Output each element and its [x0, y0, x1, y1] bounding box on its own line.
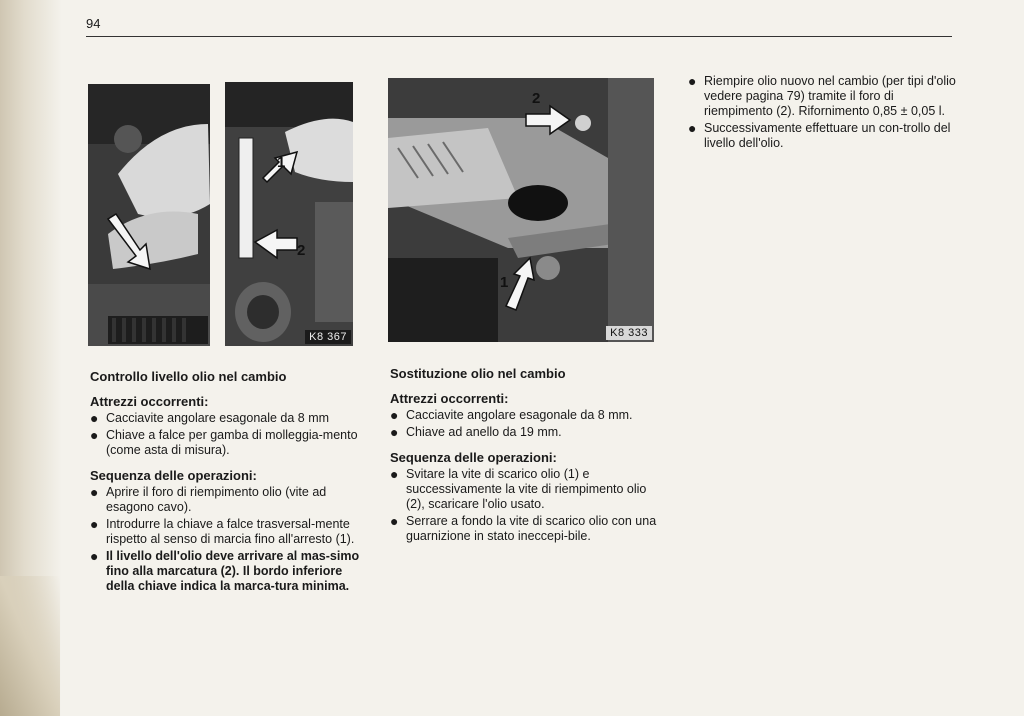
photo-callout-1: 1 — [277, 154, 286, 171]
bullet-icon: ● — [390, 466, 399, 482]
list-item — [90, 411, 360, 426]
list-item-text: Introdurre la chiave a falce trasversal-mente rispetto al senso di marcia fino all'arresto (1). — [106, 517, 355, 546]
tools-heading: Attrezzi occorrenti: — [390, 391, 509, 406]
list-item-text: Svitare la vite di scarico olio (1) e successivamente la vite di riempimento olio (2), scaricare l'olio usato. — [406, 467, 647, 511]
list-item-text: Serrare a fondo la vite di scarico olio con una guarnizione in stato ineccepi-bile. — [406, 514, 657, 543]
bullet-icon: ● — [90, 484, 99, 500]
photo-code-right: K8 333 — [606, 326, 652, 340]
photo-oil-check-left — [88, 84, 210, 346]
section-title: Sostituzione olio nel cambio — [390, 366, 566, 381]
bullet-icon: ● — [390, 407, 399, 423]
page-number: 94 — [86, 16, 101, 31]
list-item — [688, 74, 956, 119]
list-item-text: Aprire il foro di riempimento olio (vite ad esagono cavo). — [106, 485, 327, 514]
steps-list — [390, 467, 658, 544]
list-item-text: Successivamente effettuare un con-trollo del livello dell'olio. — [704, 121, 951, 150]
bullet-icon: ● — [688, 120, 697, 136]
bullet-icon: ● — [90, 548, 99, 564]
photo-oil-change — [388, 78, 654, 342]
list-item — [688, 121, 956, 151]
list-item — [390, 514, 658, 544]
column-oil-change — [390, 366, 658, 546]
column-oil-level-check — [90, 369, 360, 596]
list-item-text: Il livello dell'olio deve arrivare al mas-simo fino alla marcatura (2). Il bordo inferiore della chiave indica la marca-tura minima. — [106, 549, 360, 593]
list-item-text: Cacciavite angolare esagonale da 8 mm. — [406, 408, 633, 422]
list-item — [90, 517, 360, 547]
photo-oil-check-right — [225, 82, 353, 346]
list-item-text: Chiave ad anello da 19 mm. — [406, 425, 562, 439]
list-item — [390, 408, 658, 423]
photo-callout-1: 1 — [500, 274, 509, 291]
header-rule — [86, 36, 952, 37]
section-title: Controllo livello olio nel cambio — [90, 369, 287, 384]
steps-heading: Sequenza delle operazioni: — [390, 450, 557, 465]
list-item-text: Chiave a falce per gamba di molleggia-mento (come asta di misura). — [106, 428, 358, 457]
steps-heading: Sequenza delle operazioni: — [90, 468, 257, 483]
list-item-text: Riempire olio nuovo nel cambio (per tipi d'olio vedere pagina 79) tramite il foro di riempimento (2). Rifornimento 0,85 ± 0,05 l. — [704, 74, 956, 118]
list-item — [90, 549, 360, 594]
page-curl — [0, 576, 60, 716]
bullet-icon: ● — [390, 513, 399, 529]
refill-list — [688, 74, 956, 151]
list-item — [390, 467, 658, 512]
steps-list — [90, 485, 360, 594]
tools-heading: Attrezzi occorrenti: — [90, 394, 209, 409]
photo-code-left: K8 367 — [305, 330, 351, 344]
list-item — [390, 425, 658, 440]
tools-list — [90, 411, 360, 458]
column-refill — [688, 74, 956, 153]
bullet-icon: ● — [90, 410, 99, 426]
list-item — [90, 485, 360, 515]
bullet-icon: ● — [390, 424, 399, 440]
photo-callout-2: 2 — [532, 90, 541, 107]
photo-callout-2: 2 — [297, 242, 306, 259]
tools-list — [390, 408, 658, 440]
bullet-icon: ● — [90, 516, 99, 532]
bullet-icon: ● — [688, 73, 697, 89]
bullet-icon: ● — [90, 427, 99, 443]
list-item — [90, 428, 360, 458]
list-item-text: Cacciavite angolare esagonale da 8 mm — [106, 411, 330, 425]
